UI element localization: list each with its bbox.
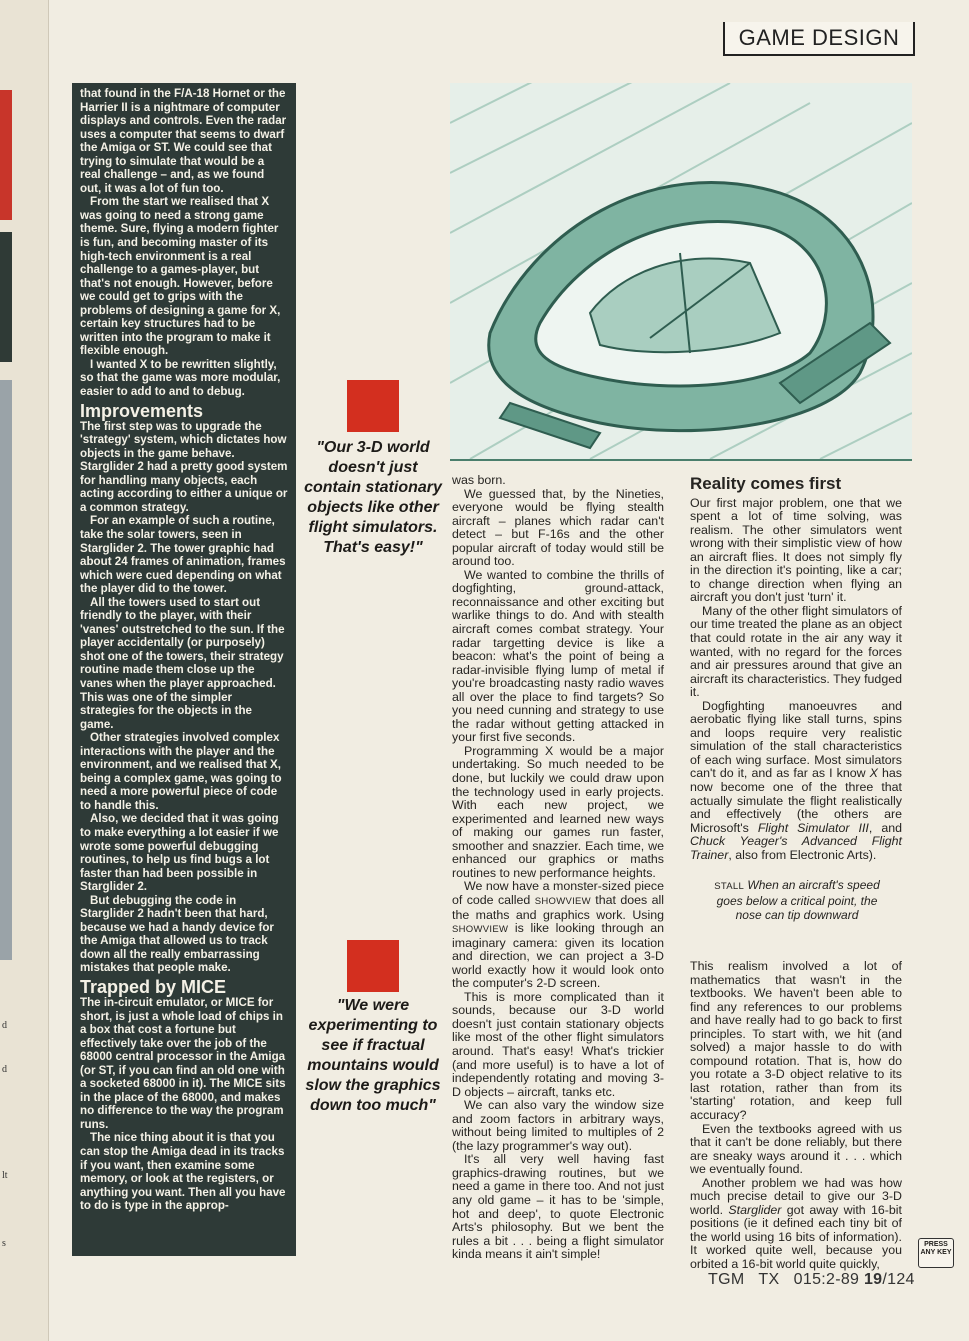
- page-total: /124: [882, 1271, 915, 1288]
- right-article-column-top: [690, 474, 902, 862]
- paragraph: It's all very well having fast graphics-drawing routines, but we need a game in there too. And not just any old game – it has to be 'simple, hot and deep', to quote Electronic Arts's philosophy. But we bent the rules a bit . . . being a flight simulator kinda means it ain't simple!: [452, 1152, 664, 1262]
- stall-caption: [712, 878, 882, 922]
- paragraph: From the start we realised that X was going to need a strong game theme. Sure, flying a modern fighter is fun, and becoming master of its high-tech environment is a real challenge to a games-player, but that's not enough. However, before we could get to grips with the problems of designing a game for X, certain key structures had to be written into the program to make it flexible enough.: [80, 195, 281, 358]
- edge-letter: d: [2, 1064, 7, 1075]
- caption-text: When an aircraft's speed goes below a critical point, the nose can tip downward: [716, 878, 880, 922]
- paragraph: The first step was to upgrade the 'strategy' system, which dictates how objects in the game behave. Starglider 2 had a pretty good system for handling many objects, each acting according to either a unique or a common strategy.: [80, 419, 288, 514]
- text-run: , also from Electronic Arts).: [728, 847, 877, 862]
- aircraft-illustration: [450, 83, 912, 461]
- showview-term: SHOWVIEW: [452, 924, 509, 936]
- text-run: that does all the maths and graphics work. Using: [452, 892, 664, 922]
- quote-marker-square: [347, 380, 399, 432]
- paragraph: The in-circuit emulator, or MICE for short, is just a whole load of chips in a box that cost a fortune but effectively take over the job of the 68000 central processor in the Amiga (or ST, if you can find an old one with a socketed 68000 in it). The MICE sits in the place of the 68000, and makes no difference to the way the program runs.: [80, 996, 286, 1131]
- paragraph: [690, 1177, 902, 1272]
- text-run: has now become one of the three that actually simulate the flight realistically and effectively (the others are Microsoft's: [690, 766, 902, 835]
- paragraph: Other strategies involved complex interactions with the player and the environment, and we realised that X, being a complex game, was going to need a more powerful piece of code to handle this.: [80, 731, 282, 812]
- paragraph: [452, 880, 664, 990]
- text-run: Another problem we had was how much precise detail to give our 3-D world.: [690, 1175, 902, 1217]
- adjacent-page-edge: [0, 0, 49, 1341]
- italic-title: Flight Simulator III: [757, 820, 869, 835]
- paragraph: This realism involved a lot of mathematics that wasn't in the textbooks. We haven't been able to find any references to our problems and have really had to go back to first principles. To start with, we hit (and solved) a major hassle to do with compound rotation. That is, how do you rotate a 3-D object relative to its last rotation, rather than from its 'starting' rotation, and keep full accuracy?: [690, 959, 902, 1123]
- paragraph: For an example of such a routine, take the solar towers, seen in Starglider 2. The tower graphic had about 24 frames of animation, frames which were cued depending on what the player did to the tower.: [80, 514, 286, 596]
- press-any-key-icon: PRESS ANY KEY: [918, 1238, 954, 1268]
- caption-term: STALL: [714, 881, 745, 892]
- paragraph: We wanted to combine the thrills of dogfighting, ground-attack, reconnaissance and other exciting but warlike things to do. And with stealth aircraft comes combat strategy. Your radar targetting device is like a beacon: what's the point of being a radar-invisible flying lump of metal if you're broadcasting nasty radio waves all over the place to find targets? So you need cunning and strategy to use the radar without getting attacked in your first five seconds.: [452, 567, 664, 745]
- paragraph: This is more complicated than it sounds, because our 3-D world doesn't just contain stationary objects like most of the other flight simulators around. That's easy! What's trickier (and more useful) is to have a lot of independently rotating and moving 3-D objects – aircraft, tanks etc.: [452, 989, 664, 1099]
- quote-marker-square: [347, 940, 399, 992]
- paragraph: Also, we decided that it was going to make everything a lot easier if we wrote some powerful debugging routines, to help us find bugs a lot faster than had been possible in Starglider 2.: [80, 812, 279, 894]
- edge-letter: d: [2, 1020, 7, 1031]
- paragraph: The nice thing about it is that you can stop the Amiga dead in its tracks if you want, then examine some memory, or look at the registers, or anything you want. Then all you have to do is type in the approp-: [80, 1131, 286, 1213]
- paragraph: I wanted X to be rewritten slightly, so that the game was more modular, easier to add to and to debug.: [80, 357, 281, 399]
- showview-term: SHOWVIEW: [534, 895, 591, 907]
- paragraph: Programming X would be a major undertaking. So much needed to be done, but luckily we could draw upon the technology used in early projects. With each new project, we experimented and learned new ways of making our games run faster, smoother and snazzier. Each time, we enhanced our graphics or maths routines to new performance heights.: [452, 743, 664, 880]
- section-tag: GAME DESIGN: [723, 22, 915, 56]
- paragraph: But debugging the code in Starglider 2 hadn't been that hard, because we had a handy device for the Amiga that allowed us to track down all the really embarrassing mistakes that people make.: [80, 893, 274, 975]
- heading-improvements: Improvements: [80, 400, 204, 421]
- text-run: Dogfighting manoeuvres and aerobatic flying like stall turns, spins and loops require very realistic simulation of the stall characteristics of each wing surface. Most simulators can't do it, and as far as I know: [690, 698, 902, 781]
- pull-quote-1: "Our 3-D world doesn't just contain stationary objects like other flight simulators. That's easy!": [304, 439, 442, 556]
- paragraph: Even the textbooks agreed with us that it can't be done reliably, but there are sneaky ways around it . . . which we eventually found.: [690, 1121, 902, 1177]
- paragraph: that found in the F/A-18 Hornet or the Harrier II is a nightmare of computer displays and controls. Even the radar uses a computer that seems to dwarf the Amiga or ST. We could see that trying to simulate that would be a real challenge – and, as we found out, it was a lot of fun too.: [80, 87, 287, 195]
- page-footer: [708, 1271, 915, 1289]
- middle-article-column: [452, 474, 664, 1262]
- italic-x: X: [869, 766, 878, 781]
- page-number: 19: [863, 1271, 883, 1288]
- text-run: We now have a monster-sized piece of code called: [452, 879, 664, 907]
- paragraph: We guessed that, by the Nineties, everyone would be flying stealth aircraft – planes which radar can't detect – but F-16s and the other popular aircraft of today would still be around too.: [452, 486, 664, 569]
- paragraph: Our first major problem, one that we spent a lot of time solving, was realism. The other simulators went wrong with their simplistic view of how an aircraft flies. It does not simply fly in the direction it's pointing, like a car; to change direction when flying an aircraft you don't just 'turn' it.: [690, 495, 902, 605]
- right-article-column-bottom: [690, 960, 902, 1272]
- paragraph: [690, 700, 902, 863]
- edge-letter: s: [2, 1238, 6, 1249]
- left-article-column: [72, 83, 296, 1256]
- edge-red-block: [0, 90, 12, 220]
- text-run: is like looking through an imaginary camera: given its location and direction, we can project a 3-D world exactly how it would look onto the computer's 2-D screen.: [452, 921, 664, 991]
- edge-letter: lt: [2, 1170, 8, 1181]
- heading-trapped-by-mice: Trapped by MICE: [80, 977, 227, 997]
- text-run: , and: [868, 820, 902, 835]
- edge-photo-block: [0, 380, 12, 960]
- italic-title: Chuck Yeager's Advanced Flight Trainer: [690, 834, 902, 862]
- paragraph: All the towers used to start out friendly to the player, with their 'vanes' outstretched to the sun. If the player accidentally (or purposely) shot one of the towers, their strategy routine made them close up the vanes when the player approached. This was one of the simpler strategies for the objects in the game.: [80, 595, 285, 731]
- italic-title: Starglider: [728, 1202, 782, 1217]
- text-run: got away with 16-bit positions (ie it defined each tiny bit of the world using 16 bits of information). It worked quite well, because you orbited a 16-bit world quite quickly,: [690, 1202, 902, 1272]
- paragraph: was born.: [452, 473, 506, 487]
- aircraft-canopy-drawing: [450, 83, 912, 459]
- paragraph: We can also vary the window size and zoom factors in arbitrary ways, without being limited to multiples of 2 (the lazy programmer's way out).: [452, 1098, 664, 1153]
- heading-reality-comes-first: Reality comes first: [690, 474, 842, 493]
- footer-prefix: TGM TX 015:2-89: [708, 1271, 864, 1288]
- edge-dark-block: [0, 232, 12, 362]
- pull-quote-2: "We were experimenting to see if fractual mountains would slow the graphics down too much": [305, 997, 441, 1114]
- paragraph: Many of the other flight simulators of our time treated the plane as an object that could rotate in the air any way it wanted, with no regard for the forces and air pressures around that give an aircraft its characteristics. They fudged it.: [690, 603, 902, 700]
